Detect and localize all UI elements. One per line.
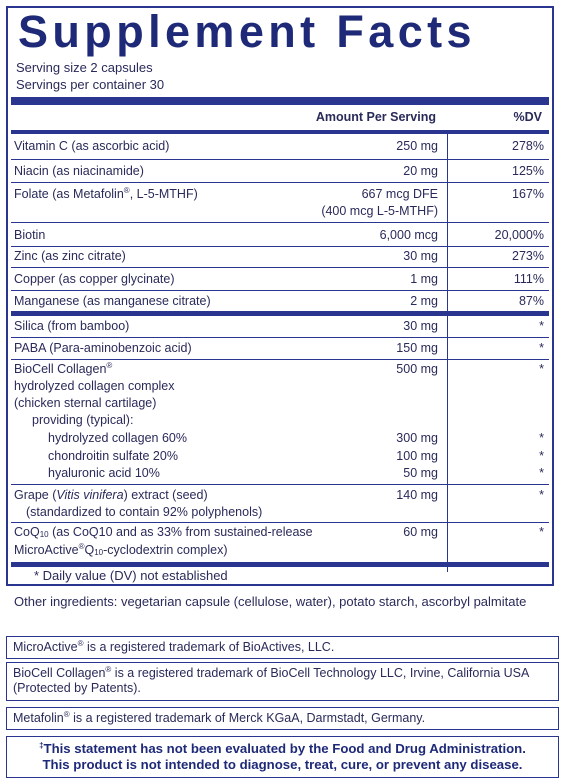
row-divider	[11, 522, 549, 523]
serving-size: Serving size 2 capsules	[16, 60, 153, 75]
row-divider	[11, 484, 549, 485]
fda-disclaimer: ‡This statement has not been evaluated by the Food and Drug Administration. This product is not intended to diagnose, treat, cure, or prevent any disease.	[6, 736, 559, 778]
row-divider	[11, 359, 549, 360]
trademark-notice: BioCell Collagen® is a registered trademark of BioCell Technology LLC, Irvine, California USA (Protected by Patents).	[6, 662, 559, 701]
row-divider	[11, 267, 549, 268]
row-divider	[11, 159, 549, 160]
amount-per-serving-header: Amount Per Serving	[315, 110, 436, 124]
trademark-notice: Metafolin® is a registered trademark of Merck KGaA, Darmstadt, Germany.	[6, 707, 559, 730]
dv-header: %DV	[513, 110, 542, 124]
servings-per-container: Servings per container 30	[16, 77, 165, 92]
row-divider	[11, 246, 549, 247]
medium-divider	[11, 311, 549, 316]
supplement-facts-panel: Supplement Facts Serving size 2 capsules Servings per container 30 Amount Per Serving %DV Vitamin C (as ascorbic acid) 250 mg 278% Niacin (as niacinamide) 20 mg 125% Folate (as Metafolin®, L-5-MTHF) 667 mcg DFE (400 mcg L-5-MTHF) 167% Biotin 6,000 mcg 20,000% Zinc (as zinc citrate) 30 mg 273% Copper (as copper glycinate) 1 mg 111% Manganese (as manganese citrate) 2 mg 87% Silica (from bamboo) 30 mg * PABA (Para-aminobenzoic acid) 150 mg * BioCell Collagen® hydrolyzed collagen complex (chicken sternal cartilage) providing (typical): 500 mg * hydrolyzed collagen 60% 300 mg * chondroitin sulfate 20% 100 mg * hyaluronic acid 10% 50 mg * Grape (Vitis vinifera) extract (seed) (standardized to contain 92% polyphenols) 140 mg * CoQ$_{10}$ (as CoQ10 and as 33% from sustained-release $MicroActive®Q_{10}$-cyclodextrin complex) 60 mg * * Daily value (DV) not established	[6, 6, 554, 586]
other-ingredients: Other ingredients: vegetarian capsule (cellulose, water), potato starch, ascorbyl palmitate	[14, 594, 527, 609]
row-divider	[11, 290, 549, 291]
medium-divider	[11, 130, 549, 134]
column-divider	[447, 134, 448, 572]
row-divider	[11, 182, 549, 183]
trademark-notice: MicroActive® is a registered trademark of BioActives, LLC.	[6, 636, 559, 659]
thick-divider	[11, 97, 549, 105]
row-divider	[11, 222, 549, 223]
row-divider	[11, 337, 549, 338]
medium-divider	[11, 562, 549, 567]
panel-title: Supplement Facts	[18, 6, 476, 57]
